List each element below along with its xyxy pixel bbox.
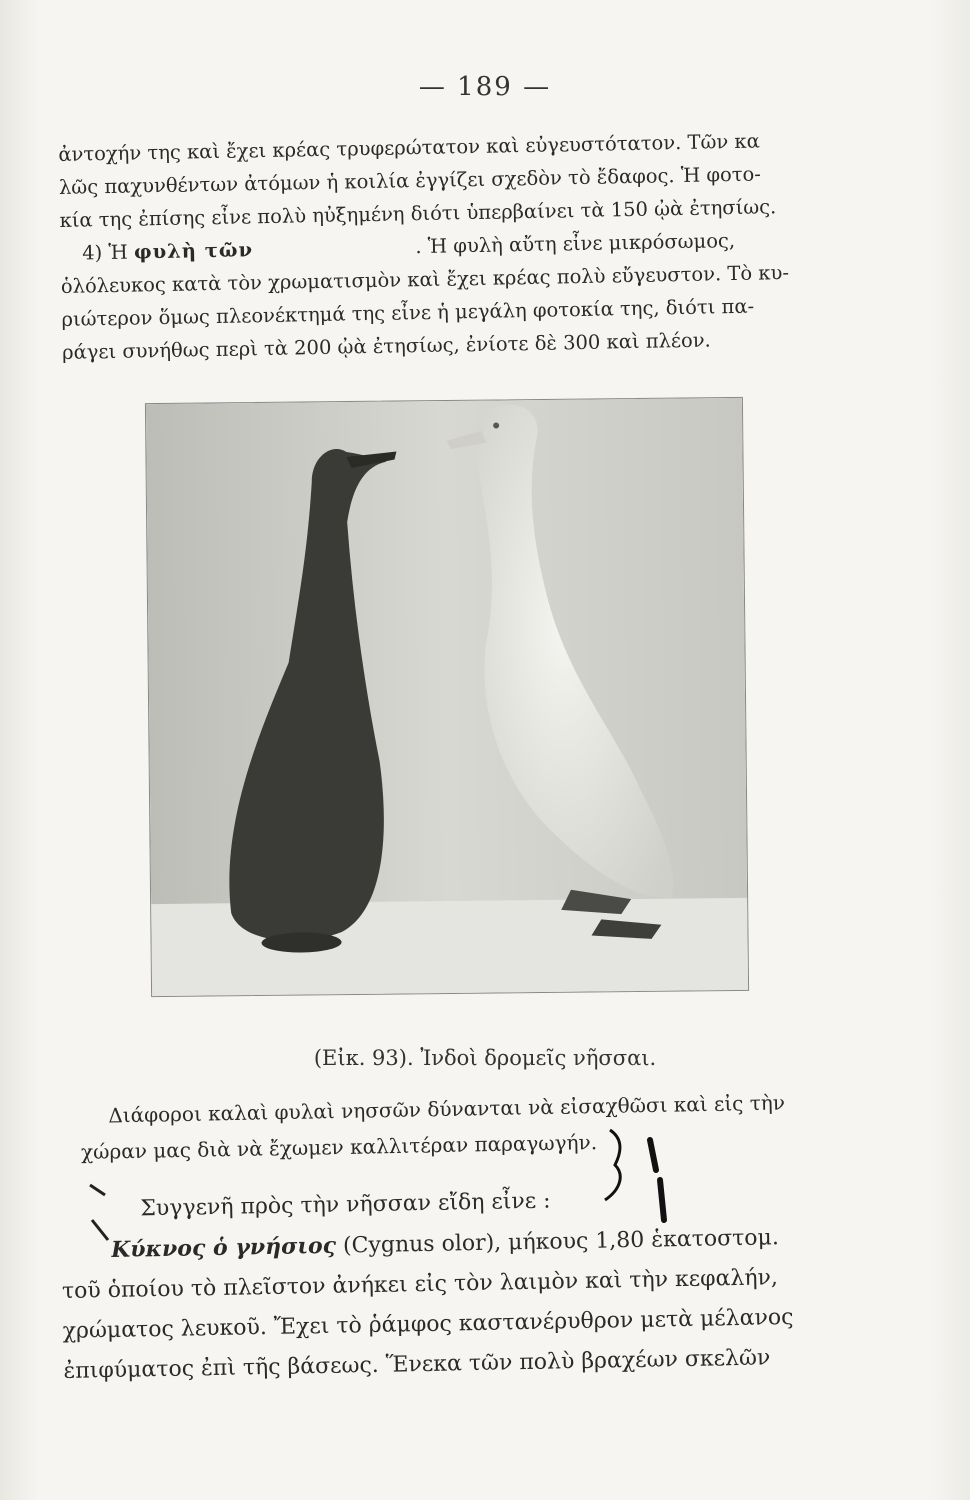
text-line: ὁλόλευκος κατὰ τὸν χρωματισμὸν καὶ ἔχει κρέας πολὺ εὔγευστον. Τὸ κυ- — [60, 260, 790, 298]
text-line: λῶς παχυνθέντων ἀτόμων ἡ κοιλία ἐγγίζει σχεδὸν τὸ ἔδαφος. Ἡ φοτο- — [58, 162, 762, 199]
text-line: φυλὴ αὔτη εἶνε μικρόσωμος, — [453, 229, 736, 258]
item-heading: φυλὴ τῶν — [133, 238, 254, 264]
text-line: Διάφοροι καλαὶ φυλαὶ νησσῶν δύνανται νὰ εἰσαχθῶσι καὶ εἰς τὴν — [108, 1090, 786, 1128]
text-line: ἐπιφύματος ἐπὶ τῆς βάσεως. Ἕνεκα τῶν πολὺ βραχέων σκελῶν — [63, 1345, 771, 1384]
item-after: . Ἡ — [415, 234, 448, 259]
species-name: Κύκνος ὁ γνήσιος — [110, 1232, 337, 1263]
text-line: Συγγενῆ πρὸς τὴν νῆσσαν εἴδη εἶνε : — [140, 1188, 551, 1222]
text-line: ἀντοχήν της καὶ ἔχει κρέας τρυφερώτατον καὶ εὐγευστότατον. Τῶν κα — [58, 129, 761, 166]
text-line: κία της ἐπίσης εἶνε πολὺ ηὐξημένη διότι ὑπερβαίνει τὰ 150 ᾠὰ ἐτησίως. — [59, 195, 777, 232]
text-line: ράγει συνήθως περὶ τὰ 200 ᾠὰ ἐτησίως, ἐνίοτε δὲ 300 καὶ πλέον. — [61, 328, 711, 364]
handwritten-margin-mark — [80, 1180, 120, 1250]
paragraph-1 — [58, 123, 848, 369]
text-line: χώραν μας διὰ νὰ ἔχωμεν καλλιτέραν παραγωγήν. — [80, 1130, 598, 1164]
text-line: τοῦ ὁποίου τὸ πλεῖστον ἀνήκει εἰς τὸν λαιμὸν καὶ τὴν κεφαλήν, — [61, 1265, 779, 1304]
handwritten-dash-mark — [640, 1175, 680, 1235]
figure-caption: (Εἰκ. 93). Ἰνδοὶ δρομεῖς νῆσσαι. — [313, 1046, 657, 1070]
species-rest: (Cygnus olor), μήκους 1,80 ἑκατοστομ. — [342, 1225, 780, 1259]
text-line: ριώτερον ὅμως πλεονέκτημά της εἶνε ἡ μεγάλη φοτοκία της, διότι πα- — [61, 294, 755, 331]
page-number: — 189 — — [418, 72, 552, 102]
duck-photograph — [145, 397, 749, 997]
duck-photo-illustration — [146, 398, 748, 996]
paragraph-2 — [80, 1083, 851, 1170]
text-line: χρώματος λευκοῦ. Ἔχει τὸ ῥάμφος καστανέρυθρον μετὰ μέλανος — [62, 1304, 794, 1344]
paragraph-3 — [61, 1176, 849, 1391]
item-number: 4) Ἡ — [81, 240, 128, 265]
